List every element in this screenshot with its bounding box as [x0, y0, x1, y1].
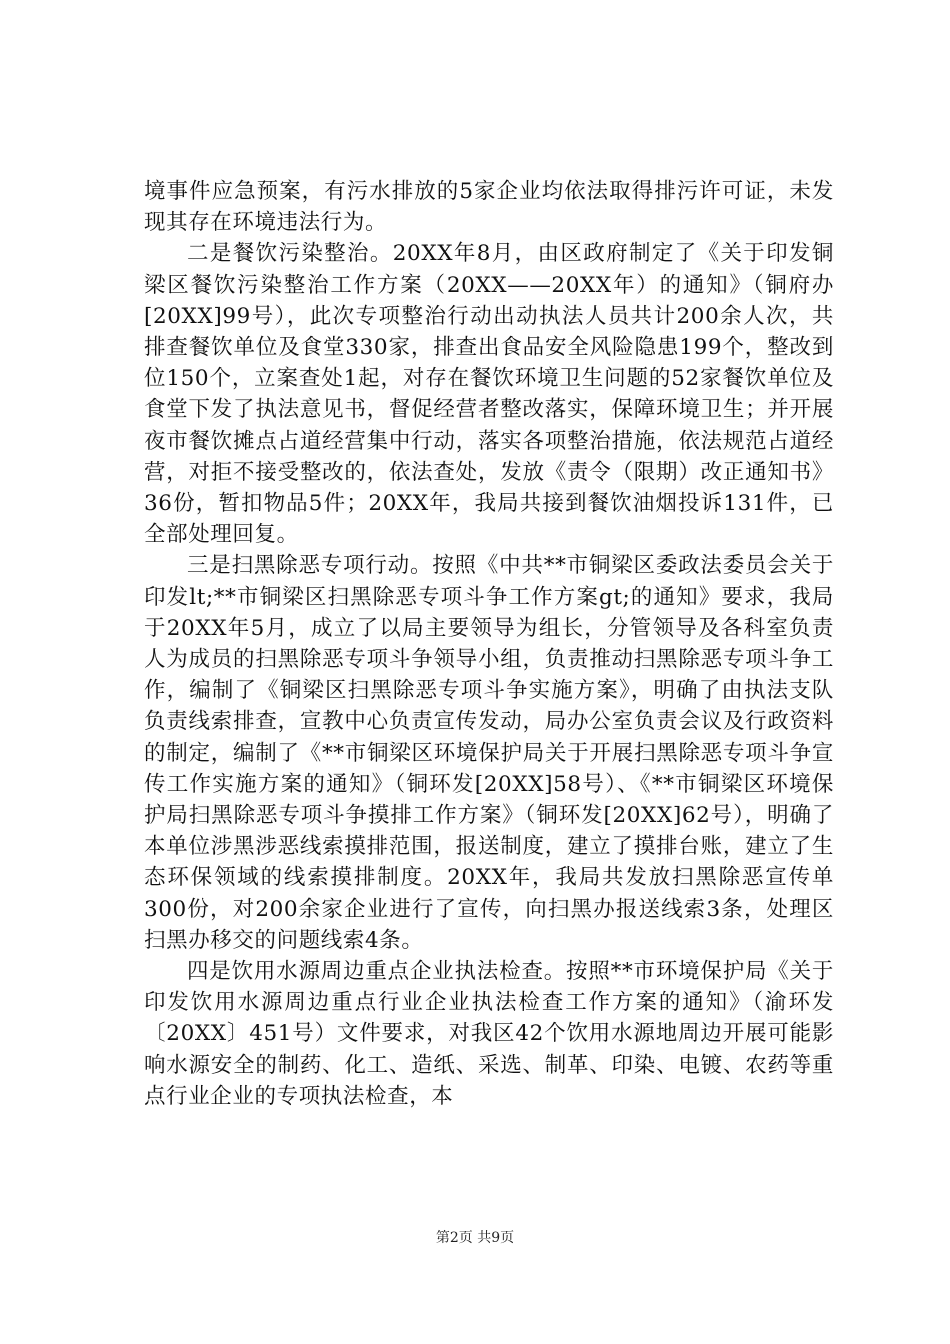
page-footer: 第2页 共9页	[435, 1230, 515, 1246]
paragraph-water-source-inspection: 四是饮用水源周边重点企业执法检查。按照**市环境保护局《关于印发饮用水源周边重点行业企业执法检查工作方案的通知》（渝环发〔20XX〕451号）文件要求，对我区42个饮用水源地周边开展可能影响水源安全的制药、化工、造纸、采选、制革、印染、电镀、农药等重点行业企业的专项执法检查，本	[144, 959, 834, 1109]
paragraph-catering-pollution: 二是餐饮污染整治。20XX年8月，由区政府制定了《关于印发铜梁区餐饮污染整治工作方案（20XX——20XX年）的通知》（铜府办[20XX]99号），此次专项整治行动出动执法人员共计200余人次，共排查餐饮单位及食堂330家，排查出食品安全风险隐患199个，整改到位150个，立案查处1起，对存在餐饮环境卫生问题的52家餐饮单位及食堂下发了执法意见书，督促经营者整改落实，保障环境卫生；并开展夜市餐饮摊点占道经营集中行动，落实各项整治措施，依法规范占道经营，对拒不接受整改的，依法查处，发放《责令（限期）改正通知书》36份，暂扣物品5件；20XX年，我局共接到餐饮油烟投诉131件，已全部处理回复。	[144, 241, 834, 548]
paragraph-anti-crime-campaign: 三是扫黑除恶专项行动。按照《中共**市铜梁区委政法委员会关于印发lt;**市铜梁区扫黑除恶专项斗争工作方案gt;的通知》要求，我局于20XX年5月，成立了以局主要领导为组长，分管领导及各科室负责人为成员的扫黑除恶专项斗争领导小组，负责推动扫黑除恶专项斗争工作，编制了《铜梁区扫黑除恶专项斗争实施方案》，明确了由执法支队负责线索排查，宣教中心负责宣传发动，局办公室负责会议及行政资料的制定，编制了《**市铜梁区环境保护局关于开展扫黑除恶专项斗争宣传工作实施方案的通知》（铜环发[20XX]58号）、《**市铜梁区环境保护局扫黑除恶专项斗争摸排工作方案》（铜环发[20XX]62号），明确了本单位涉黑涉恶线索摸排范围，报送制度，建立了摸排台账，建立了生态环保领域的线索摸排制度。20XX年，我局共发放扫黑除恶宣传单300份，对200余家企业进行了宣传，向扫黑办报送线索3条，处理区扫黑办移交的问题线索4条。	[144, 553, 834, 953]
paragraph-continuation: 境事件应急预案，有污水排放的5家企业均依法取得排污许可证，未发现其存在环境违法行为。	[144, 179, 834, 236]
document-body	[144, 176, 834, 1112]
